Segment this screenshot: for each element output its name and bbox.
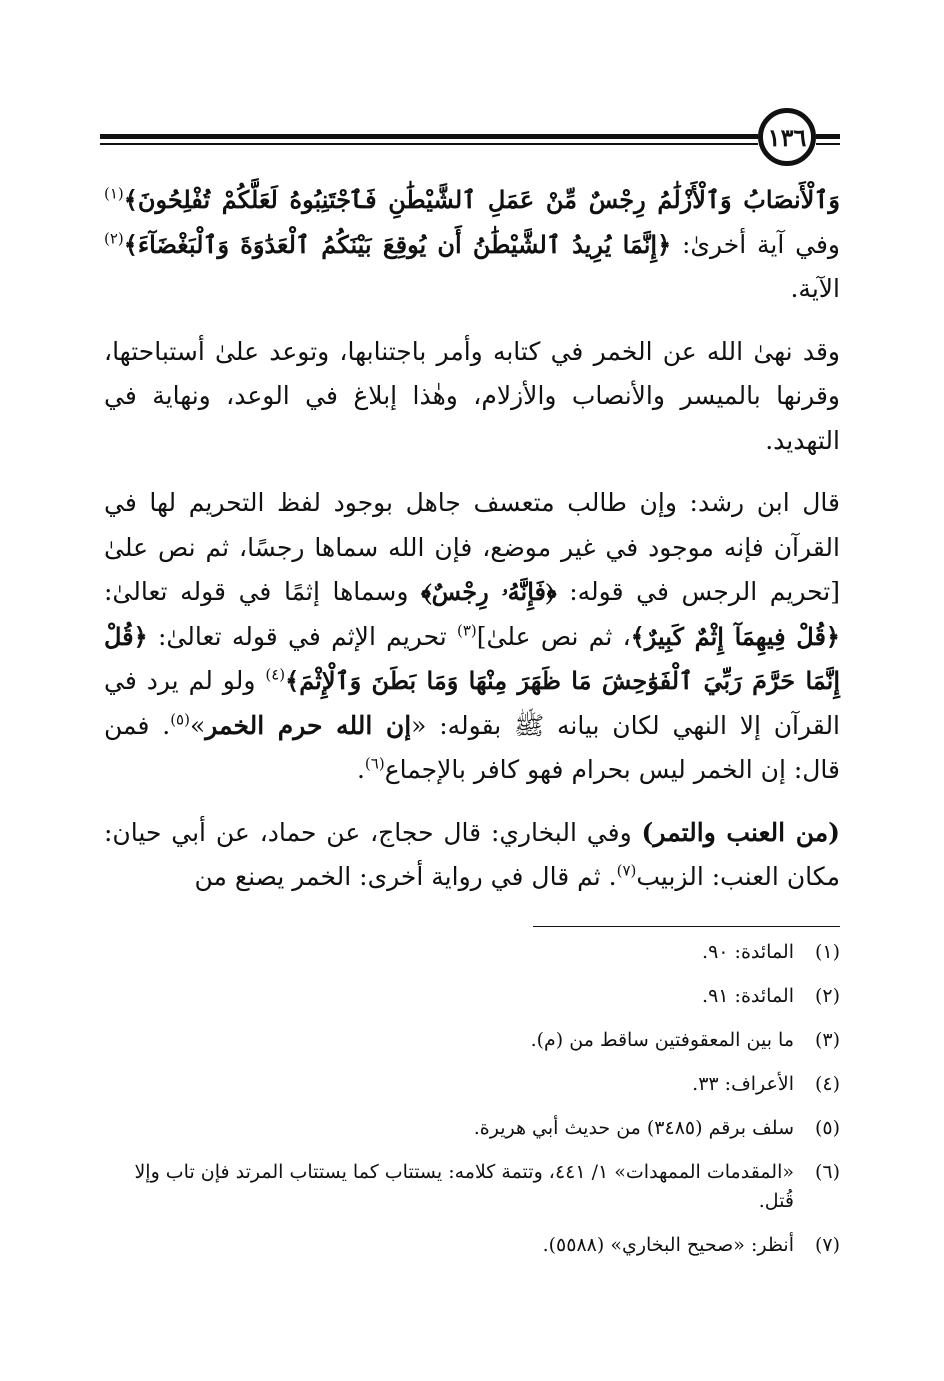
footnote-text: سلف برقم (٣٤٨٥) من حديث أبي هريرة. [473,1117,794,1139]
footnote-item [104,982,840,1011]
footnote-number: (٥) [814,1117,840,1139]
footnote-ref: (١) [104,184,124,203]
footnote-item [104,1070,840,1099]
footnote-number: (٧) [814,1234,840,1256]
text-run: وفي البخاري: قال حجاج، عن حماد، عن أبي حيان: مكان العنب: الزبيب [104,817,840,891]
paragraph-grapes-dates [104,811,840,900]
footnote-text: الأعراف: ٣٣. [692,1073,794,1095]
footnote-number: (٤) [814,1073,840,1095]
footnote-ref: (٤) [265,665,286,684]
footnote-ref: (٣) [456,621,477,640]
page-number-badge [758,108,816,166]
page-header [100,108,840,172]
text-run: تحريم الإثم في قوله تعالىٰ: [147,621,457,651]
text-run: قال ابن رشد: وإن طالب متعسف جاهل بوجود لفظ التحريم لها في القرآن فإنه موجود في غير موضع، فإن الله سماها رجسًا، ثم نص علىٰ [تحريم الرجس في قوله: [104,488,840,606]
text-run: . [356,755,365,784]
footnote-number: (٢) [814,985,840,1007]
footnote-text: ما بين المعقوفتين ساقط من (م). [530,1029,794,1051]
footnote-number: (١) [814,941,840,963]
text-run: ، ثم نص علىٰ] [476,621,631,651]
footnote-item [104,1026,840,1055]
paragraph-quran-verses [104,178,840,312]
footnote-text: المائدة: ٩١. [702,985,794,1007]
text-run: . ثم قال في رواية أخرى: الخمر يصنع من [194,862,617,891]
quran-verse: ﴿قُلْ إِنَّمَا حَرَّمَ رَبِّيَ ٱلْفَوَٰحِشَ مَا ظَهَرَ مِنْهَا وَمَا بَطَنَ وَٱلْإِثْمَ﴾ [104,621,840,695]
text-run: » [189,710,206,740]
matn-heading: (من العنب والتمر) [641,817,840,847]
footnote-separator [533,926,840,927]
footnote-item [104,1231,840,1260]
page-number: ١٣٦ [767,122,807,152]
footnote-number: (٣) [814,1029,840,1051]
footnote-item [104,1114,840,1143]
quran-verse: وَٱلْأَنصَابُ وَٱلْأَزْلَٰمُ رِجْسٌ مِّنْ عَمَلِ ٱلشَّيْطَٰنِ فَٱجْتَنِبُوهُ لَعَلَّكُمْ تُفْلِحُونَ﴾ [123,185,840,214]
text-run: ولو لم يرد في القرآن إلا النهي لكان بيانه ﷺ بقوله: « [104,666,841,740]
paragraph-ibn-rushd [104,481,840,793]
quran-verse: ﴿فَإِنَّهُۥ رِجْسٌ﴾ [421,577,557,606]
footnote-ref: (٧) [616,861,637,880]
header-rule-tail-thin [816,143,840,145]
footnote-text: أنظر: «صحيح البخاري» (٥٥٨٨). [542,1234,794,1256]
footnote-ref: (٥) [170,710,190,729]
footnotes [104,938,840,1275]
footnote-text: «المقدمات الممهدات» ١/ ٤٤١، وتتمة كلامه: يستتاب كما يستتاب المرتد فإن تاب وإلا قُتل. [134,1161,794,1212]
text-run: . فمن قال: إن الخمر ليس بحرام فهو كافر بالإجماع [104,710,840,784]
paragraph-prohibition: وقد نهىٰ الله عن الخمر في كتابه وأمر باجتنابها، وتوعد علىٰ أستباحتها، وقرنها بالميسر والأنصاب والأزلام، وهٰذا إبلاغ في الوعد، ونهاية في التهديد. [104,336,840,455]
quran-verse: ﴿قُلْ فِيهِمَآ إِثْمٌ كَبِيرٌ﴾ [630,621,840,651]
text-run: الآية. [790,274,840,303]
main-text [104,178,840,918]
hadith-quote: إن الله حرم الخمر [205,710,412,740]
header-rule-tail [816,134,840,139]
text-run: وفي آية أخرىٰ: [671,229,840,259]
text-run: وسماها إثمًا في قوله تعالىٰ: [104,577,421,606]
footnote-ref: (٦) [364,754,385,773]
footnote-item [104,938,840,967]
footnote-item [104,1158,840,1216]
header-rule-thin [100,143,758,145]
footnote-number: (٦) [814,1161,840,1183]
header-rule-thick [100,134,758,139]
footnote-ref: (٢) [104,229,124,248]
footnote-text: المائدة: ٩٠. [702,941,794,963]
quran-verse: ﴿إِنَّمَا يُرِيدُ ٱلشَّيْطَٰنُ أَن يُوقِعَ بَيْنَكُمُ ٱلْعَدَٰوَةَ وَٱلْبَغْضَآءَ﴾ [123,229,672,259]
